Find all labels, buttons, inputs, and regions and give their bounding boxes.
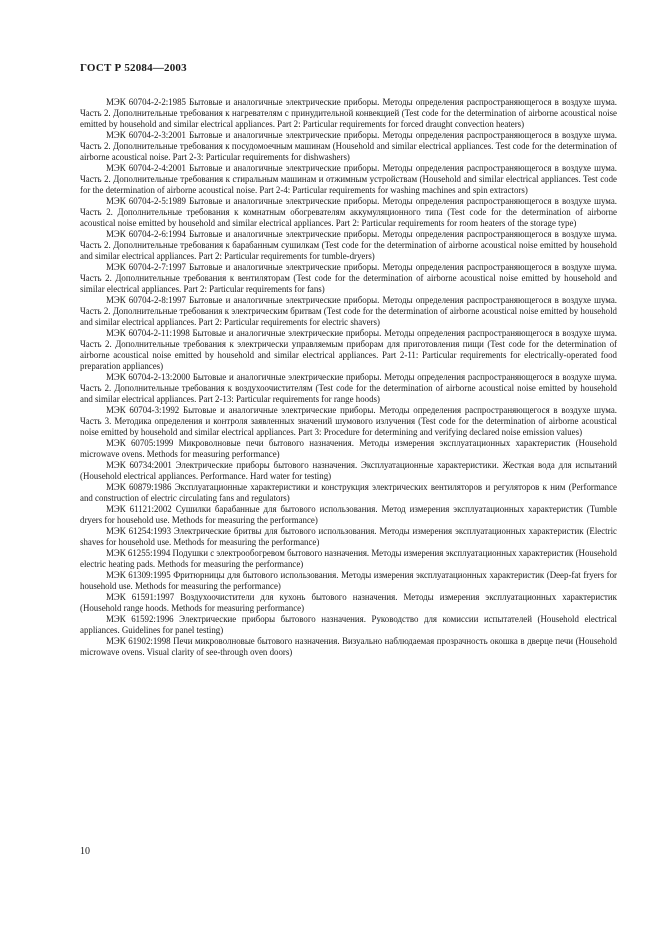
reference-entry: МЭК 61254:1993 Электрические бритвы для бытового использования. Методы измерения эксплуатационных характеристик (Electric shaves for household use. Methods for measuring the performance) (80, 526, 617, 547)
reference-list (80, 97, 617, 658)
reference-entry: МЭК 61255:1994 Подушки с электрообогревом бытового назначения. Методы измерения эксплуатационных характеристик (Household electric heating pads. Methods for measuring the performance) (80, 548, 617, 569)
document-header: ГОСТ Р 52084—2003 (80, 62, 187, 74)
reference-entry: МЭК 60704-3:1992 Бытовые и аналогичные электрические приборы. Методы определения распространяющегося в воздухе шума. Часть 3. Методика определения и контроля заявленных значений шумового излучения (Test code for the determination of airborne acoustical noise emitted by household and similar electrical appliances. Part 3: Procedure for determining and verifying declared noise emission values) (80, 405, 617, 437)
reference-entry: МЭК 60704-2-6:1994 Бытовые и аналогичные электрические приборы. Методы определения распространяющегося в воздухе шума. Часть 2. Дополнительные требования к барабанным сушилкам (Test code for the determination of airborne acoustical noise emitted by household and similar electrical appliances. Part 2: Particular requirements for tumble-dryers) (80, 229, 617, 261)
reference-entry: МЭК 60704-2-13:2000 Бытовые и аналогичные электрические приборы. Методы определения распространяющегося в воздухе шума. Часть 2. Дополнительные требования к воздухоочистителям (Test code for the determination of airborne acoustical noise emitted by household and similar electrical appliances. Part 2-13: Particular requirements for range hoods) (80, 372, 617, 404)
reference-entry: МЭК 60704-2-8:1997 Бытовые и аналогичные электрические приборы. Методы определения распространяющегося в воздухе шума. Часть 2. Дополнительные требования к электрическим бритвам (Test code for the determination of airborne acoustical noise emitted by household and similar electrical appliances. Part 2: Particular requirements for electric shavers) (80, 295, 617, 327)
reference-entry: МЭК 60705:1999 Микроволновые печи бытового назначения. Методы измерения эксплуатационных характеристик (Household microwave ovens. Methods for measuring performance) (80, 438, 617, 459)
reference-entry: МЭК 60734:2001 Электрические приборы бытового назначения. Эксплуатационные характеристики. Жесткая вода для испытаний (Household electrical appliances. Performance. Hard water for testing) (80, 460, 617, 481)
reference-entry: МЭК 60704-2-4:2001 Бытовые и аналогичные электрические приборы. Методы определения распространяющегося в воздухе шума. Часть 2. Дополнительные требования к стиральным машинам и отжимным устройствам (Household and similar electrical appliances. Test code for the determination of airborne acoustical noise. Part 2-4: Particular requirements for washing machines and spin extractors) (80, 163, 617, 195)
reference-entry: МЭК 60704-2-3:2001 Бытовые и аналогичные электрические приборы. Методы определения распространяющегося в воздухе шума. Часть 2. Дополнительные требования к посудомоечным машинам (Household and similar electrical appliances. Test code for the determination of airborne acoustical noise. Part 2-3: Particular requirements for dishwashers) (80, 130, 617, 162)
reference-entry: МЭК 61591:1997 Воздухоочистители для кухонь бытового назначения. Методы измерения эксплуатационных характеристик (Household range hoods. Methods for measuring performance) (80, 592, 617, 613)
reference-entry: МЭК 61902:1998 Печи микроволновые бытового назначения. Визуально наблюдаемая прозрачность окошка в дверце печи (Household microwave ovens. Visual clarity of see-through oven doors) (80, 636, 617, 657)
page-number: 10 (80, 846, 90, 857)
reference-entry: МЭК 61309:1995 Фритюрницы для бытового использования. Методы измерения эксплуатационных характеристик (Deep-fat fryers for household use. Methods for measuring the performance) (80, 570, 617, 591)
reference-entry: МЭК 61121:2002 Сушилки барабанные для бытового использования. Метод измерения эксплуатационных характеристик (Tumble dryers for household use. Methods for measuring the performance) (80, 504, 617, 525)
reference-entry: МЭК 61592:1996 Электрические приборы бытового назначения. Руководство для комиссии испытателей (Household electrical appliances. Guidelines for panel testing) (80, 614, 617, 635)
reference-entry: МЭК 60704-2-5:1989 Бытовые и аналогичные электрические приборы. Методы определения распространяющегося в воздухе шума. Часть 2. Дополнительные требования к комнатным обогревателям аккумуляционного типа (Test code for the determination of airborne acoustical noise emitted by household and similar electrical appliances. Part 2: Particular requirements for room heaters of the storage type) (80, 196, 617, 228)
reference-entry: МЭК 60704-2-2:1985 Бытовые и аналогичные электрические приборы. Методы определения распространяющегося в воздухе шума. Часть 2. Дополнительные требования к нагревателям с принудительной конвекцией (Test code for the determination of airborne acoustical noise emitted by household and similar electrical appliances. Part 2: Particular requirements for forced draught convection heaters) (80, 97, 617, 129)
reference-entry: МЭК 60879:1986 Эксплуатационные характеристики и конструкция электрических вентиляторов и регуляторов к ним (Performance and construction of electric circulating fans and regulators) (80, 482, 617, 503)
reference-entry: МЭК 60704-2-11:1998 Бытовые и аналогичные электрические приборы. Методы определения распространяющегося в воздухе шума. Часть 2. Дополнительные требования к электрически управляемым приборам для приготовления пищи (Test code for the determination of airborne acoustical noise emitted by household and similar electrical appliances. Part 2-11: Particular requirements for electrically-operated food preparation appliances) (80, 328, 617, 371)
reference-entry: МЭК 60704-2-7:1997 Бытовые и аналогичные электрические приборы. Методы определения распространяющегося в воздухе шума. Часть 2. Дополнительные требования к вентиляторам (Test code for the determination of airborne acoustical noise emitted by household and similar electrical appliances. Part 2: Particular requirements for fans) (80, 262, 617, 294)
